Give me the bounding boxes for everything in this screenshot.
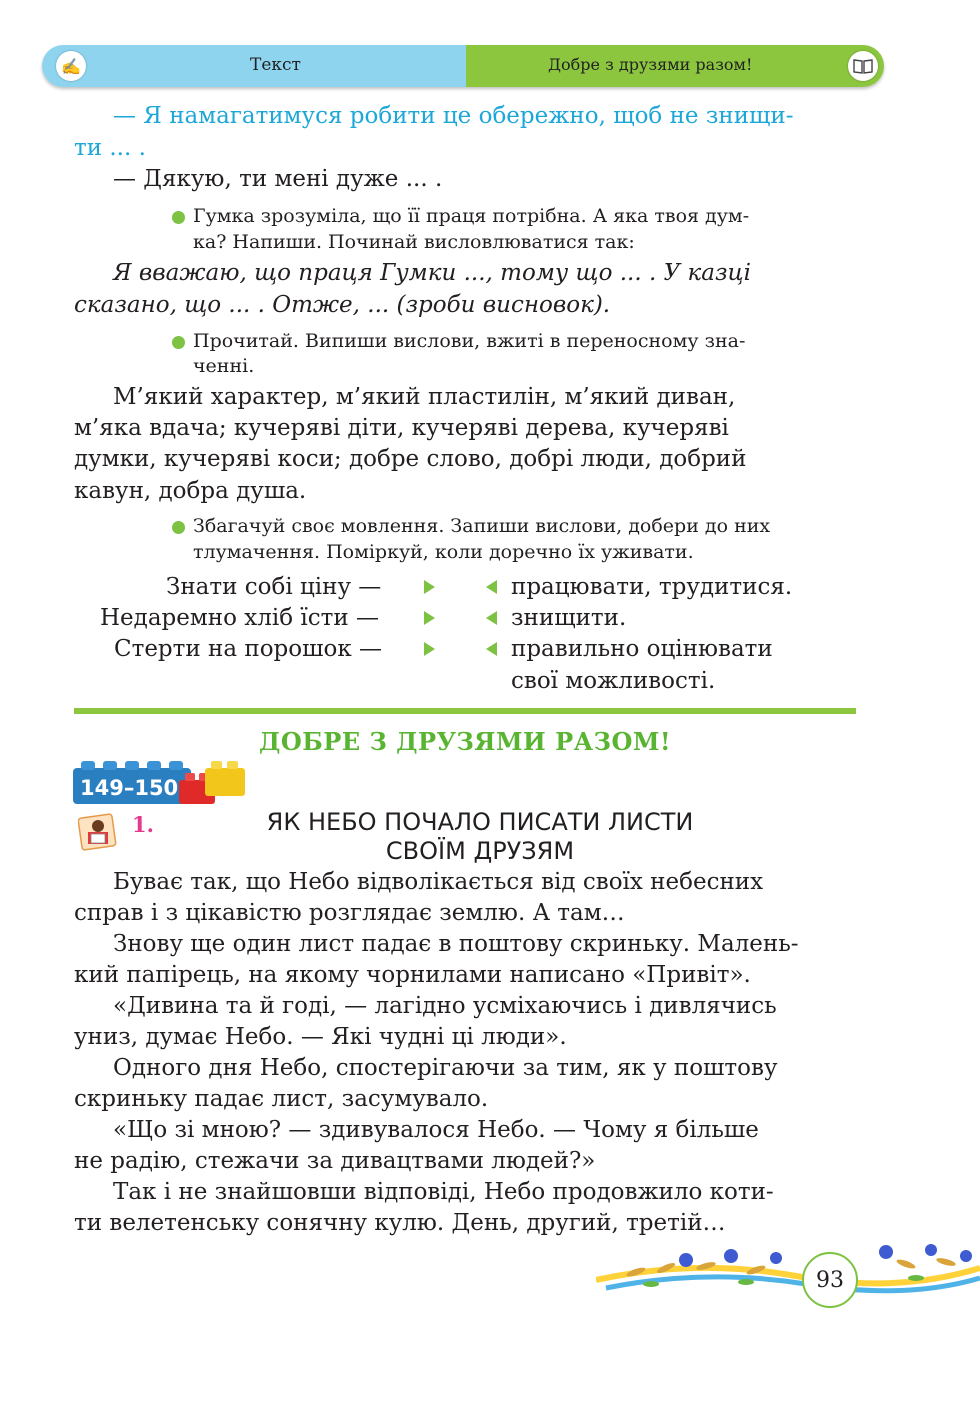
story-line: справ і з цікавістю розглядає землю. А там…	[74, 900, 625, 926]
story-line: не радію, стежачи за дивацтвами людей?»	[74, 1148, 596, 1174]
header-left-title: Текст	[250, 55, 301, 75]
matching-right-3: правильно оцінювати	[511, 636, 773, 662]
page-number: 93	[802, 1252, 858, 1308]
phrases-line-2: м’яка вдача; кучеряві діти, кучеряві дерева, кучеряві	[74, 415, 729, 441]
phrases-line-1: М’який характер, м’який пластилін, м’який диван,	[113, 384, 736, 410]
book-icon	[848, 51, 878, 81]
task-3-line-1: Збагачуй своє мовлення. Запиши вислови, добери до них	[193, 515, 771, 537]
story-line: «Що зі мною? — здивувалося Небо. — Чому я більше	[113, 1117, 759, 1143]
page-header	[42, 45, 884, 87]
story-number: 1.	[132, 812, 154, 837]
section-title: ДОБРЕ З ДРУЗЯМИ РАЗОМ!	[259, 727, 671, 756]
dialogue-line-2: — Дякую, ти мені дуже ... .	[113, 166, 443, 192]
story-line: кий папірець, на якому чорнилами написано «Привіт».	[74, 962, 751, 988]
matching-left-1: Знати собі ціну —	[166, 574, 382, 600]
matching-right-2: знищити.	[511, 605, 627, 631]
matching-left-3: Стерти на порошок —	[114, 636, 383, 662]
story-line: Буває так, що Небо відволікається від своїх небесних	[113, 869, 764, 895]
header-left-section	[42, 45, 466, 87]
template-line-1: Я вважаю, що праця Гумки ..., тому що ... . У казці	[113, 260, 751, 286]
task-2-line-2: ченні.	[193, 355, 255, 377]
arrow-left-icon	[486, 580, 497, 594]
floral-wreath-decoration	[596, 1238, 980, 1308]
task-1-line-1: Гумка зрозуміла, що її праця потрібна. А яка твоя дум-	[193, 205, 750, 227]
story-line: «Дивина та й годі, — лагідно усміхаючись і дивлячись	[113, 993, 777, 1019]
story-line: скриньку падає лист, засумувало.	[74, 1086, 489, 1112]
task-bullet	[172, 211, 185, 224]
task-bullet	[172, 521, 185, 534]
arrow-right-icon	[424, 611, 435, 625]
dialogue-line-1: — Я намагатимуся робити це обережно, щоб не знищи-	[113, 103, 794, 129]
story-line: Одного дня Небо, спостерігаючи за тим, як у поштову	[113, 1055, 778, 1081]
phrases-line-3: думки, кучеряві коси; добре слово, добрі люди, добрий	[74, 446, 747, 472]
arrow-left-icon	[486, 642, 497, 656]
pen-icon: ✍	[56, 51, 86, 81]
reading-child-icon	[78, 812, 122, 852]
story-line: Знову ще один лист падає в поштову скриньку. Малень-	[113, 931, 799, 957]
story-line: Так і не знайшовши відповіді, Небо продовжило коти-	[113, 1179, 774, 1205]
matching-left-2: Недаремно хліб їсти —	[100, 605, 379, 631]
arrow-right-icon	[424, 642, 435, 656]
dialogue-line-1-cont: ти ... .	[74, 135, 146, 161]
template-line-2: сказано, що ... . Отже, ... (зроби висновок).	[74, 292, 611, 318]
header-right-title: Добре з друзями разом!	[548, 55, 753, 74]
arrow-right-icon	[424, 580, 435, 594]
matching-right-3-cont: свої можливості.	[511, 668, 716, 694]
header-right-section	[466, 45, 884, 87]
task-2-line-1: Прочитай. Випиши вислови, вжиті в переносному зна-	[193, 330, 746, 352]
arrow-left-icon	[486, 611, 497, 625]
section-divider	[74, 708, 856, 714]
story-title	[150, 808, 810, 866]
story-line: униз, думає Небо. — Які чудні ці люди».	[74, 1024, 567, 1050]
story-title-line-1: ЯК НЕБО ПОЧАЛО ПИСАТИ ЛИСТИ	[266, 808, 694, 836]
story-line: ти велетенську сонячну кулю. День, другий, третій…	[74, 1210, 726, 1236]
task-3-line-2: тлумачення. Поміркуй, коли доречно їх уживати.	[193, 541, 694, 563]
story-title-line-2: СВОЇМ ДРУЗЯМ	[385, 837, 575, 865]
task-1-line-2: ка? Напиши. Починай висловлюватися так:	[193, 231, 635, 253]
task-bullet	[172, 336, 185, 349]
lesson-numbers: 149–150	[80, 776, 179, 800]
matching-right-1: працювати, трудитися.	[511, 574, 793, 600]
phrases-line-4: кавун, добра душа.	[74, 478, 307, 504]
